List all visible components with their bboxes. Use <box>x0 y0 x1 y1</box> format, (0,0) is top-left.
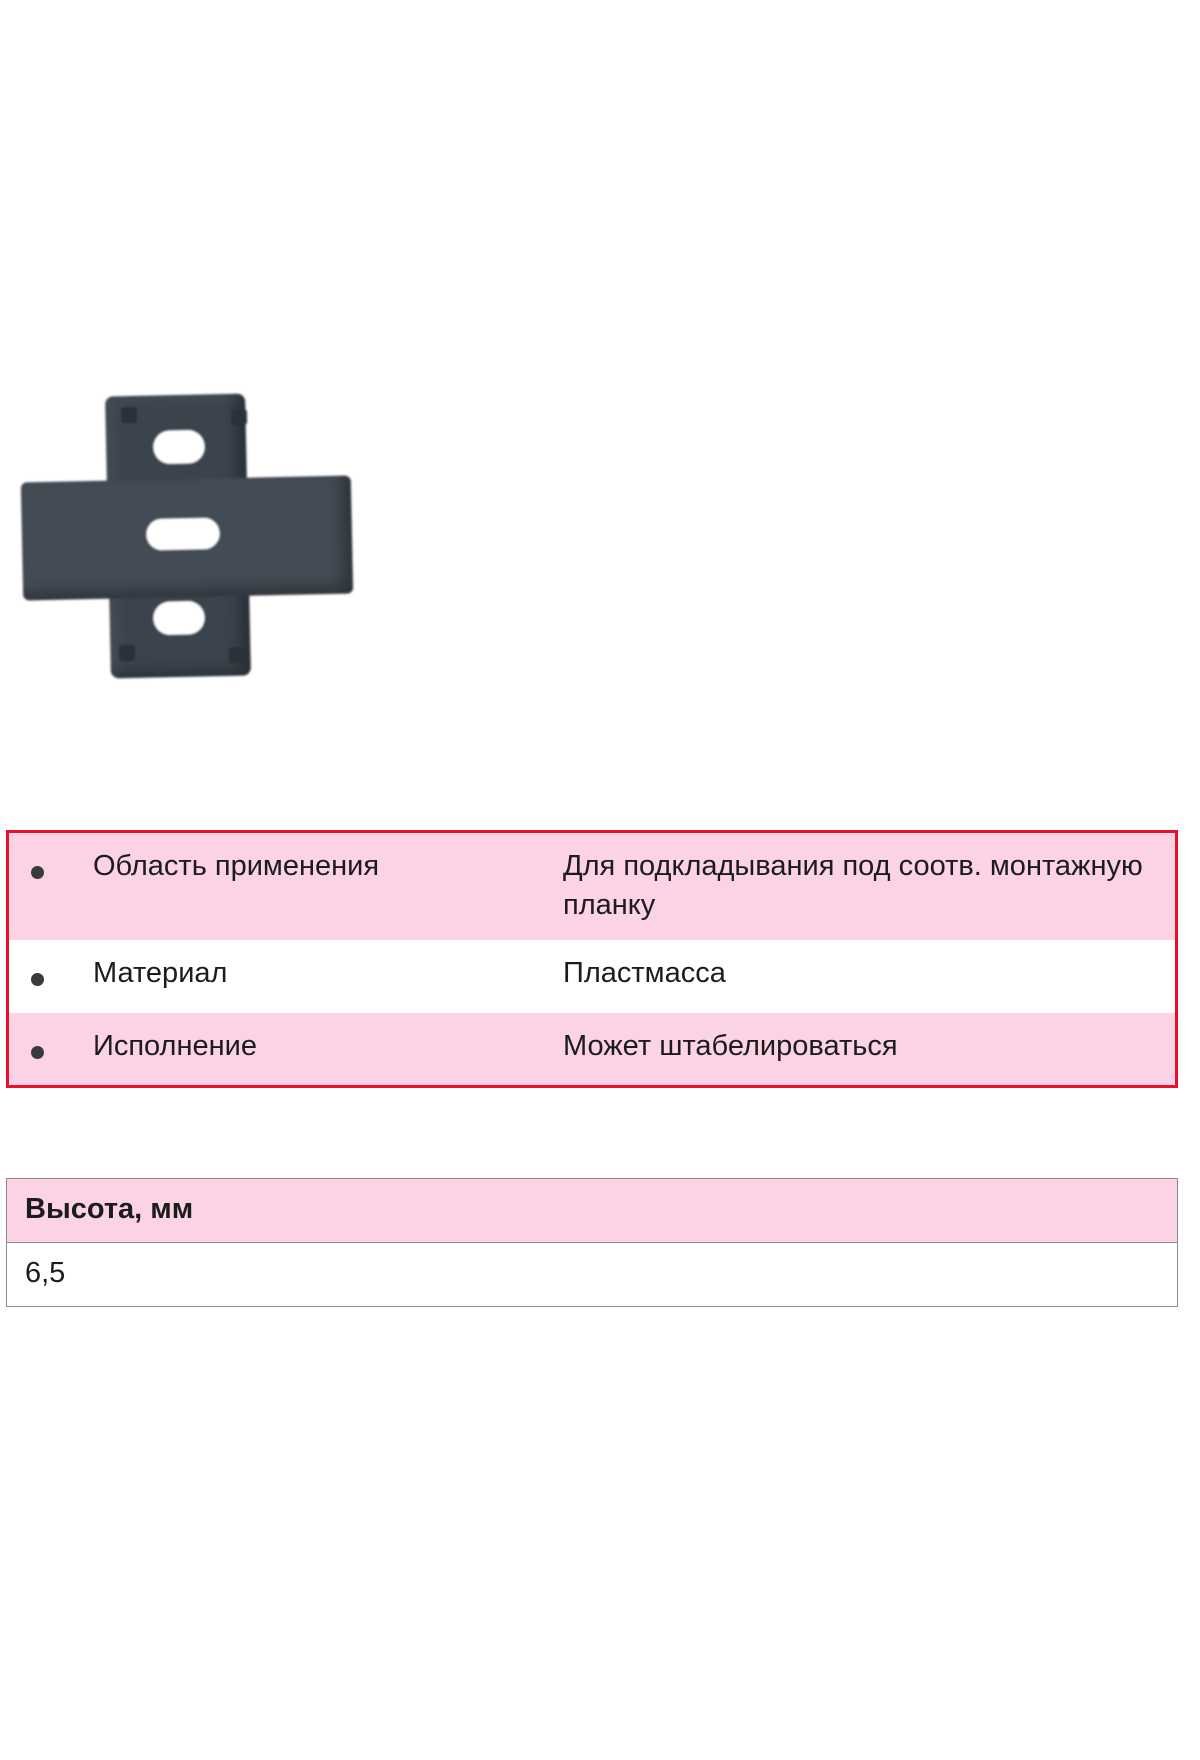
product-photo <box>18 395 378 695</box>
table-row <box>8 1013 1177 1087</box>
dimensions-table <box>6 1178 1178 1307</box>
bullet-icon <box>8 940 94 1013</box>
property-label: Материал <box>93 957 228 990</box>
property-label: Исполнение <box>93 1029 257 1062</box>
column-header-height: Высота, мм <box>7 1179 1178 1243</box>
bullet-icon <box>8 832 94 941</box>
bullet-icon <box>8 1013 94 1087</box>
property-value: Для подкладывания под соотв. монтажную планку <box>563 850 1143 921</box>
product-image-area <box>0 0 1200 760</box>
property-value: Может штабелироваться <box>563 1029 898 1062</box>
height-value: 6,5 <box>7 1243 1178 1307</box>
spacer-icon <box>18 395 378 695</box>
properties-table <box>6 830 1178 1088</box>
property-value: Пластмасса <box>563 957 726 990</box>
table-row <box>7 1243 1178 1307</box>
table-row <box>8 832 1177 941</box>
table-row <box>8 940 1177 1013</box>
property-label: Область применения <box>93 850 380 882</box>
table-header-row <box>7 1179 1178 1243</box>
